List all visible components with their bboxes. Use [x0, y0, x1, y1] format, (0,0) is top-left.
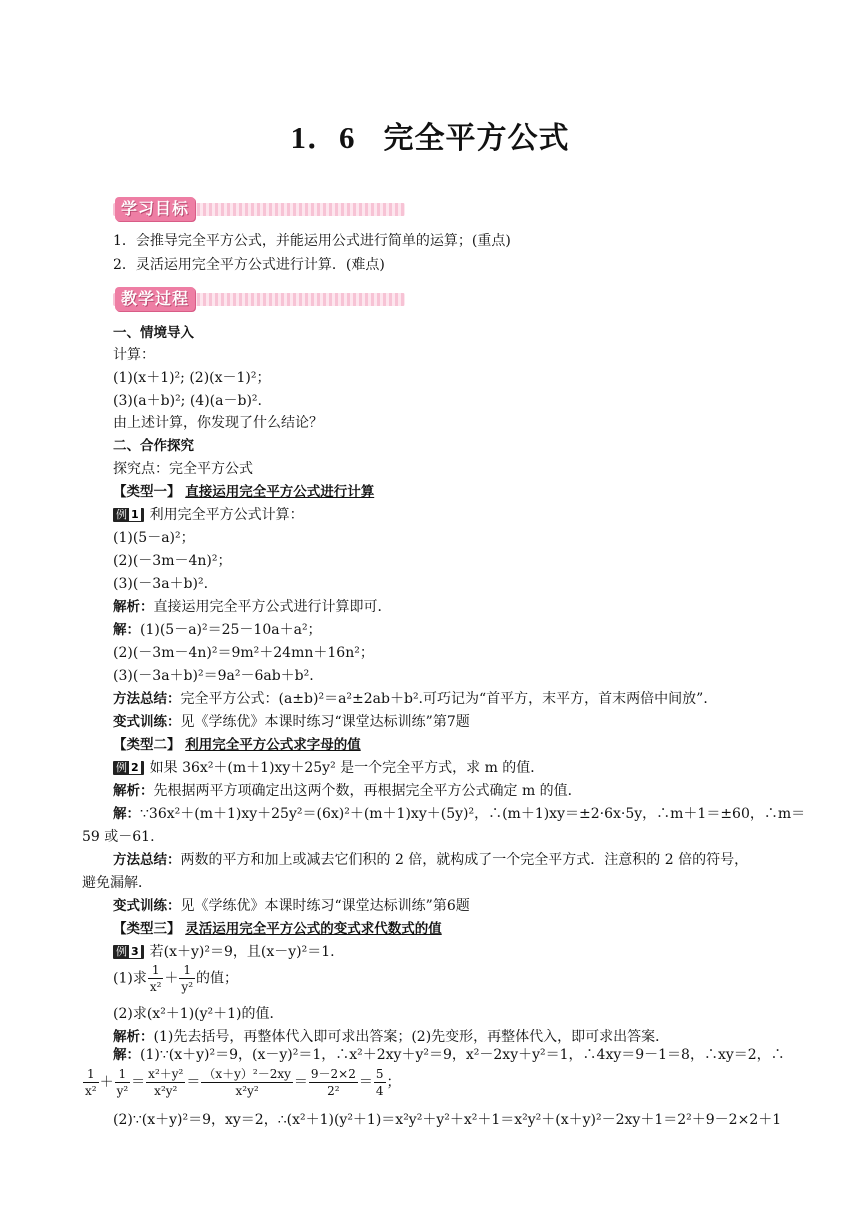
example-1-item-3: (3)(－3a＋b)². [113, 576, 209, 592]
example-1-solution-2: (2)(－3m－4n)²＝9m²＋24mn＋16n²； [113, 645, 374, 661]
fraction-numerator: 1 [179, 962, 195, 979]
summary-text: 完全平方公式：(a±b)²＝a²±2ab＋b².可巧记为“首平方，末平方，首末两倍中间放”． [180, 691, 718, 707]
section-header-process [113, 287, 405, 311]
example-badge-label: 例 [116, 761, 127, 774]
example-3-solution-1 [113, 1046, 785, 1064]
page-title [0, 112, 860, 157]
section-label-goals: 学习目标 [115, 197, 195, 221]
example-badge-number: 2 [131, 761, 139, 774]
explore-heading: 二、合作探究 [113, 438, 194, 454]
title-text: 完全平方公式 [383, 121, 570, 156]
fraction-denominator: x²y² [154, 1084, 178, 1098]
analysis-label: 解析： [113, 783, 154, 799]
solution-text: (1)∵(x＋y)²＝9，(x－y)²＝1，∴x²＋2xy＋y²＝9，x²－2xy＋y²＝1，∴4xy＝9－1＝8，∴xy＝2，∴ [140, 1047, 785, 1063]
example-badge [113, 945, 144, 959]
example-1-text: 利用完全平方公式计算： [149, 507, 304, 523]
example-2-text: 如果 36x²＋(m＋1)xy＋25y² 是一个完全平方式，求 m 的值． [149, 760, 545, 776]
example-badge-number: 3 [131, 945, 139, 958]
section-header-goals [113, 197, 405, 221]
example-3-q1: (1)求 $\frac{1}{\text{x²}}$ ＋ $\frac{1}{\text{y²}}$ 的值； [113, 963, 239, 994]
goal-item-2: 2．灵活运用完全平方公式进行计算．(难点) [113, 257, 385, 273]
practice-label: 变式训练： [113, 714, 181, 730]
q1-suffix: 的值； [196, 970, 239, 987]
fraction-numerator: x²＋y² [148, 1067, 184, 1081]
example-1-analysis [113, 598, 392, 616]
goal-item-1: 1．会推导完全平方公式，并能运用公式进行简单的运算；(重点) [113, 233, 511, 249]
solution-label: 解： [113, 622, 140, 638]
example-1 [113, 506, 304, 524]
fraction-numerator: （x＋y）²－2xy [203, 1067, 291, 1081]
fraction-denominator: x²y² [235, 1084, 259, 1098]
example-badge-label: 例 [116, 508, 127, 521]
intro-q1: (1)(x＋1)²; (2)(x－1)²； [113, 370, 271, 386]
example-3-solution-3: (2)∵(x＋y)²＝9，xy＝2，∴(x²＋1)(y²＋1)＝x²y²＋y²＋x²＋1＝x²y²＋(x＋y)²－2xy＋1＝2²＋9－2×2＋1 [113, 1112, 782, 1128]
fraction-numerator: 1 [148, 962, 164, 979]
example-1-item-2: (2)(－3m－4n)²； [113, 553, 232, 569]
solution-text: (1)(5－a)²＝25－10a＋a²； [140, 622, 322, 638]
solution-label: 解： [113, 1047, 140, 1063]
practice-text: 见《学练优》本课时练习“课堂达标训练”第6题 [180, 898, 470, 914]
summary-label: 方法总结： [113, 691, 181, 707]
analysis-text: (1)先去括号，再整体代入即可求出答案；(2)先变形，再整体代入，即可求出答案． [153, 1029, 670, 1045]
analysis-label: 解析： [113, 599, 154, 615]
fraction-denominator: y² [181, 980, 194, 994]
analysis-text: 直接运用完全平方公式进行计算即可． [153, 599, 392, 615]
section-label-process: 教学过程 [115, 287, 195, 311]
solution-text: ∵36x²＋(m＋1)xy＋25y²＝(6x)²＋(m＋1)xy＋(5y)²，∴(m＋1)xy＝±2·6x·5y，∴m＋1＝±60，∴m＝ [140, 806, 806, 822]
intro-heading: 一、情境导入 [113, 325, 194, 341]
type1-summary [113, 690, 717, 708]
example-3-q2: (2)求(x²＋1)(y²＋1)的值． [113, 1006, 284, 1022]
type2-heading [113, 736, 361, 754]
example-badge [113, 761, 144, 775]
intro-q2: (3)(a＋b)²; (4)(a－b)². [113, 393, 262, 409]
fraction [309, 1066, 358, 1099]
type2-title: 利用完全平方公式求字母的值 [185, 737, 361, 753]
summary-label: 方法总结： [113, 852, 181, 868]
type3-label: 【类型三】 [113, 921, 181, 937]
example-1-item-1: (1)(5－a)²； [113, 530, 195, 546]
fraction-denominator: 2² [327, 1084, 340, 1098]
fraction-numerator: 5 [375, 1067, 384, 1081]
example-badge-label: 例 [116, 945, 127, 958]
practice-text: 见《学练优》本课时练习“课堂达标训练”第7题 [180, 714, 470, 730]
intro-question: 由上述计算，你发现了什么结论？ [113, 415, 323, 431]
fraction-numerator: 1 [115, 1066, 131, 1083]
example-1-solution-1 [113, 621, 322, 639]
fraction [201, 1066, 293, 1099]
example-badge-number: 1 [131, 508, 139, 521]
fraction [148, 962, 164, 995]
practice-label: 变式训练： [113, 898, 181, 914]
example-1-solution-3: (3)(－3a＋b)²＝9a²－6ab＋b². [113, 668, 314, 684]
type2-label: 【类型二】 [113, 737, 181, 753]
fraction-denominator: x² [85, 1084, 97, 1098]
type2-summary-1 [113, 851, 748, 869]
type1-title: 直接运用完全平方公式进行计算 [185, 484, 375, 500]
fraction-denominator: 4 [375, 1084, 384, 1098]
intro-calc: 计算： [113, 347, 155, 363]
type1-heading [113, 483, 374, 501]
solution-label: 解： [113, 806, 140, 822]
example-2-analysis [113, 782, 582, 800]
fraction-numerator: 9－2×2 [310, 1067, 356, 1081]
example-2-solution-1 [113, 805, 805, 823]
type2-practice [113, 897, 470, 915]
fraction-numerator: 1 [83, 1066, 99, 1083]
explore-point: 探究点：完全平方公式 [113, 461, 253, 477]
example-3 [113, 943, 335, 961]
type1-practice [113, 713, 470, 731]
example-3-analysis [113, 1028, 669, 1046]
fraction [374, 1066, 386, 1099]
fraction-denominator: x² [149, 980, 162, 994]
example-2-solution-2: 59 或－61. [82, 829, 155, 845]
type1-label: 【类型一】 [113, 484, 181, 500]
fraction [83, 1066, 99, 1099]
example-3-solution-fraction: $\frac{1}{\text{x²}}$ ＋ $\frac{1}{\text{y²}}$ ＝ $\frac{\text{x²＋y²}}{\text{x²y²}}$ ＝ $\frac{\text{（x＋y）²－2xy}}{\text{x²y²}}$ ＝ $\frac{9-2\times 2}{\text{2²}}$ ＝ $\frac{5}{4}$ ； [85, 1067, 401, 1098]
title-number: 1．6 [290, 120, 356, 155]
example-2 [113, 759, 544, 777]
type2-summary-2: 避免漏解． [82, 875, 152, 891]
type3-title: 灵活运用完全平方公式的变式求代数式的值 [185, 921, 442, 937]
fraction [115, 1066, 131, 1099]
fraction [179, 962, 195, 995]
summary-text: 两数的平方和加上或减去它们积的 2 倍，就构成了一个完全平方式．注意积的 2 倍的符号， [180, 852, 749, 868]
example-3-text: 若(x＋y)²＝9，且(x－y)²＝1. [149, 944, 335, 960]
fraction [146, 1066, 185, 1099]
type3-heading [113, 920, 442, 938]
analysis-text: 先根据两平方项确定出这两个数，再根据完全平方公式确定 m 的值． [153, 783, 582, 799]
q1-prefix: (1)求 [113, 970, 147, 987]
analysis-label: 解析： [113, 1029, 154, 1045]
example-badge [113, 508, 144, 522]
fraction-denominator: y² [116, 1084, 129, 1098]
